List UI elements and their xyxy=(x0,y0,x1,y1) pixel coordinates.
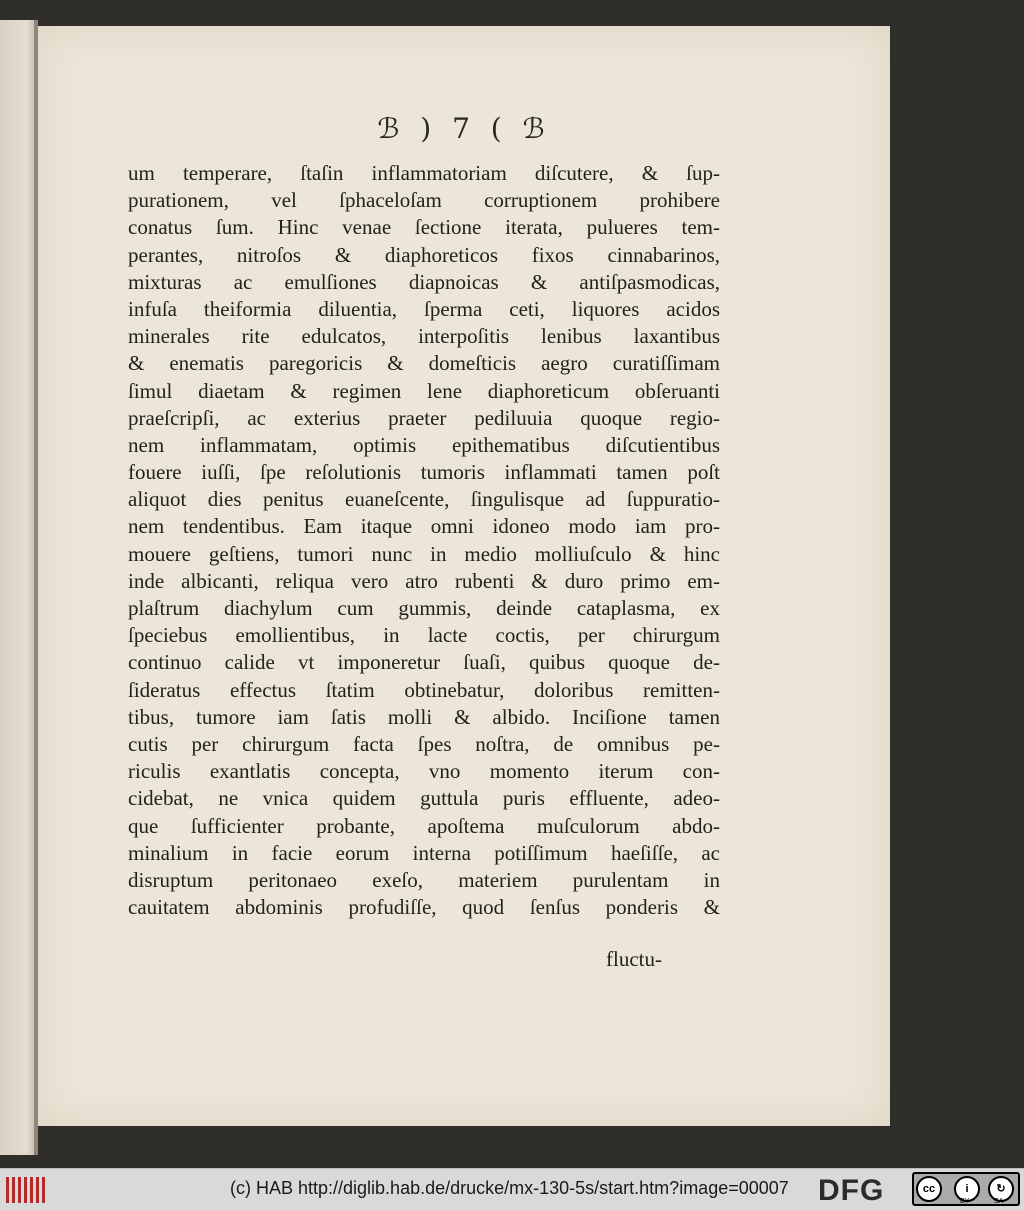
dfg-logo: DFG xyxy=(818,1174,885,1207)
text-line: nem inflammatam, optimis epithematibus diſcutientibus xyxy=(128,432,720,457)
sa-icon: ↻ xyxy=(988,1176,1014,1202)
text-line: plaſtrum diachylum cum gummis, deinde cataplasma, ex xyxy=(128,596,720,620)
viewer-footer xyxy=(0,1168,1024,1210)
text-line: ſimul diaetam & regimen lene diaphoreticum obſeruanti xyxy=(128,378,720,403)
text-line: cutis per chirurgum facta ſpes noſtra, de omnibus pe- xyxy=(128,731,720,756)
text-line: cidebat, ne vnica quidem guttula puris effluente, adeo- xyxy=(128,786,720,811)
text-line: minalium in facie eorum interna potiſſimum haeſiſſe, ac xyxy=(128,840,720,865)
text-line: nem tendentibus. Eam itaque omni idoneo modo iam pro- xyxy=(128,514,720,539)
text-line: ſideratus effectus ſtatim obtinebatur, doloribus remitten- xyxy=(128,677,720,702)
source-url-link[interactable]: (c) HAB http://diglib.hab.de/drucke/mx-130-5s/start.htm?image=00007 xyxy=(230,1178,789,1198)
by-label: BY xyxy=(960,1198,970,1205)
text-line: fouere iuſſi, ſpe reſolutionis tumoris inflammati tamen poſt xyxy=(128,460,720,485)
text-line: aliquot dies penitus euaneſcente, ſingulisque ad ſuppuratio- xyxy=(128,487,720,512)
text-line: mixturas ac emulſiones diapnoicas & antiſpasmodicas, xyxy=(128,269,720,294)
cc-license-badge-icon[interactable] xyxy=(912,1172,1020,1206)
text-line: infuſa theiformia diluentia, ſperma ceti, liquores acidos xyxy=(128,296,720,321)
text-line: que ſufficienter probante, apoſtema muſculorum abdo- xyxy=(128,813,720,838)
by-icon: i xyxy=(954,1176,980,1202)
text-line: perantes, nitroſos & diaphoreticos fixos cinnabarinos, xyxy=(128,242,720,267)
text-line: purationem, vel ſphaceloſam corruptionem prohibere xyxy=(128,188,720,213)
text-line: tibus, tumore iam ſatis molli & albido. Inciſione tamen xyxy=(128,704,720,729)
text-line: continuo calide vt imponeretur ſuaſi, quibus quoque de- xyxy=(128,650,720,675)
page-body-text xyxy=(128,160,720,921)
sa-label: SA xyxy=(994,1198,1004,1205)
text-line: ſpeciebus emollientibus, in lacte coctis, per chirurgum xyxy=(128,623,720,648)
text-line: disruptum peritonaeo exeſo, materiem purulentam in xyxy=(128,867,720,892)
text-line: riculis exantlatis concepta, vno momento iterum con- xyxy=(128,759,720,784)
text-line: cauitatem abdominis profudiſſe, quod ſenſus ponderis & xyxy=(128,895,720,920)
page-header: ℬ ) 7 ( ℬ xyxy=(377,112,551,145)
catchword: fluctu- xyxy=(606,947,662,971)
facing-page-edge xyxy=(0,20,38,1155)
text-line: conatus ſum. Hinc venae ſectione iterata, pulueres tem- xyxy=(128,215,720,240)
text-line: mouere geſtiens, tumori nunc in medio molliuſculo & hinc xyxy=(128,541,720,566)
text-line: praeſcripſi, ac exterius praeter pediluuia quoque regio- xyxy=(128,405,720,430)
text-line: & enematis paregoricis & domeſticis aegro curatiſſimam xyxy=(128,351,720,376)
text-line: minerales rite edulcatos, interpoſitis lenibus laxantibus xyxy=(128,324,720,349)
book-page xyxy=(38,26,890,1126)
text-line: um temperare, ſtaſin inflammatoriam diſcutere, & ſup- xyxy=(128,161,720,185)
hab-logo-icon xyxy=(6,1177,46,1203)
text-line: inde albicanti, reliqua vero atro rubenti & duro primo em- xyxy=(128,568,720,593)
cc-icon: cc xyxy=(916,1176,942,1202)
